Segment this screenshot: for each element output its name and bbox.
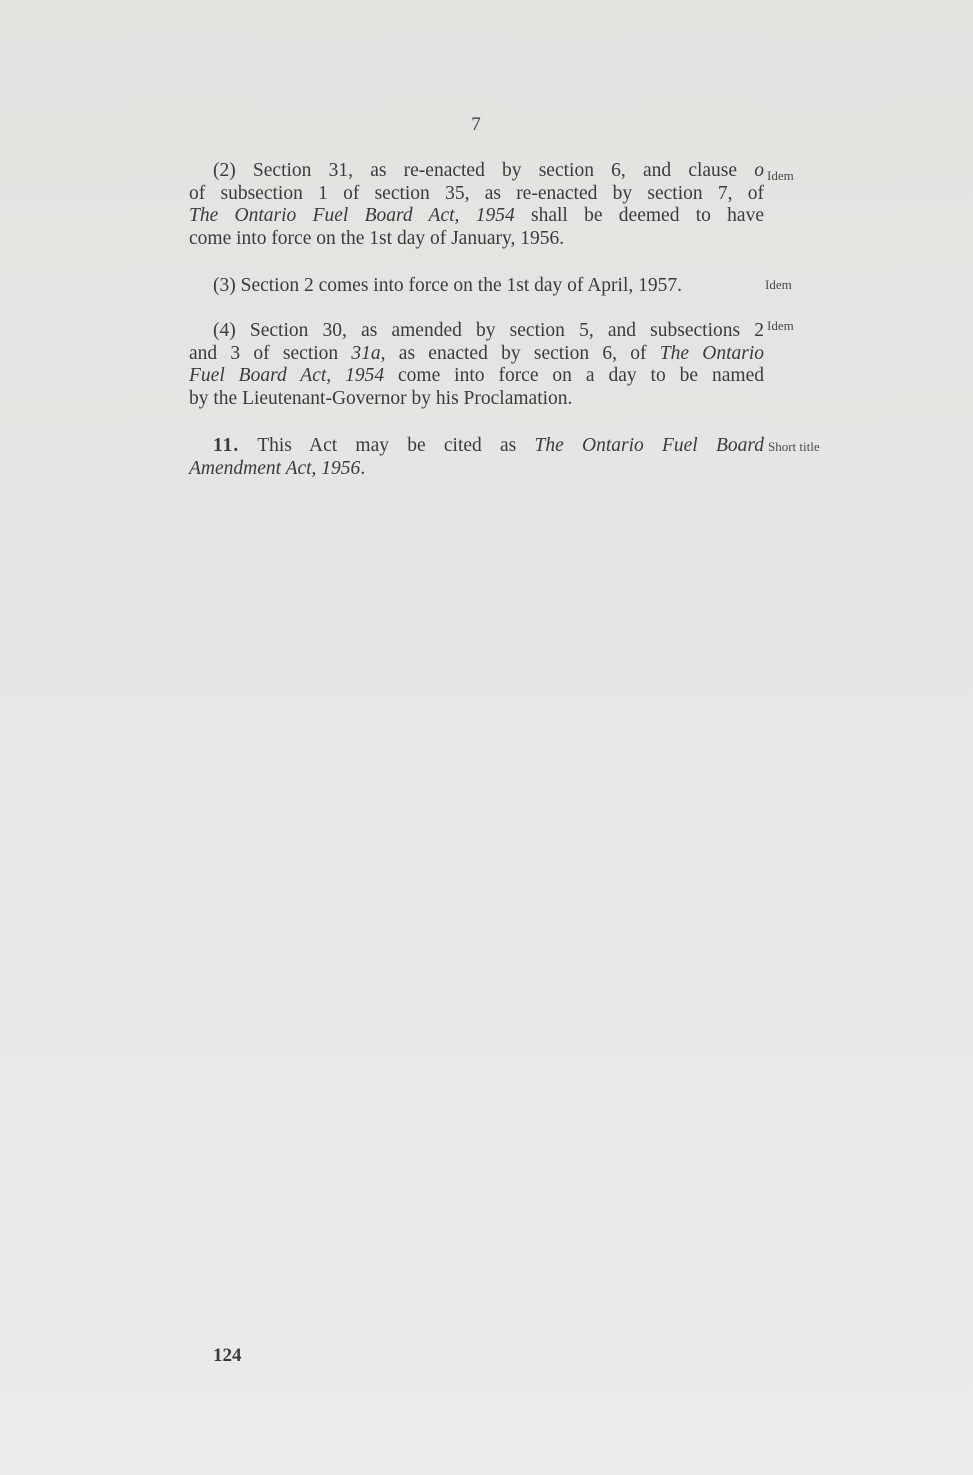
section-11 bbox=[189, 435, 764, 480]
para-2-line-3 bbox=[189, 205, 764, 228]
text-run-italic: Fuel Board Act, 1954 bbox=[189, 365, 385, 386]
text-run: . bbox=[360, 457, 366, 479]
text-run-italic: The Ontario bbox=[659, 342, 764, 364]
text-run: , as enacted by section 6, of bbox=[380, 342, 660, 364]
para-3-line-1 bbox=[189, 275, 764, 298]
text-run: (3) Section 2 comes into force on the 1st day of April, 1957. bbox=[213, 275, 682, 296]
para-2-line-2 bbox=[189, 183, 764, 206]
text-run: come into force on a day to be named bbox=[384, 365, 764, 386]
text-run: This Act may be cited as bbox=[239, 435, 535, 456]
margin-note-idem-1: Idem bbox=[767, 168, 794, 183]
section-11-line-1 bbox=[189, 435, 764, 458]
margin-note-idem-2: Idem bbox=[765, 277, 792, 292]
text-run: shall be deemed to have bbox=[514, 205, 764, 226]
para-4-line-3 bbox=[189, 365, 764, 388]
para-4-line-1 bbox=[189, 320, 764, 343]
text-run: and 3 of section bbox=[189, 342, 352, 364]
margin-note-idem-3: Idem bbox=[767, 318, 794, 333]
text-run-italic: 31a bbox=[351, 342, 381, 364]
margin-note-short-title: Short title bbox=[768, 439, 820, 454]
text-run-italic: The Ontario Fuel Board Act, 1954 bbox=[189, 205, 515, 226]
paragraph-2 bbox=[189, 160, 764, 250]
para-2-line-1 bbox=[189, 160, 764, 183]
para-4-line-2 bbox=[189, 343, 764, 366]
text-run-italic: o bbox=[754, 160, 764, 181]
text-run: by the Lieutenant-Governor by his Proclamation. bbox=[189, 387, 573, 409]
paragraph-4 bbox=[189, 320, 764, 410]
paragraph-3 bbox=[189, 275, 764, 298]
page-number-top: 7 bbox=[471, 114, 481, 135]
text-run: of subsection 1 of section 35, as re-enacted by section 7, of bbox=[189, 182, 764, 204]
para-4-line-4 bbox=[189, 388, 764, 411]
text-run-italic: The Ontario Fuel Board bbox=[534, 435, 764, 456]
para-2-line-4 bbox=[189, 228, 764, 251]
section-number: 11. bbox=[213, 435, 240, 456]
text-run: (2) Section 31, as re-enacted by section 6, and clause bbox=[213, 160, 755, 181]
text-run: come into force on the 1st day of January, 1956. bbox=[189, 227, 565, 249]
page-number-bottom: 124 bbox=[213, 1345, 242, 1366]
text-run: (4) Section 30, as amended by section 5, and subsections 2 bbox=[213, 320, 764, 341]
section-11-line-2 bbox=[189, 458, 764, 481]
text-run-italic: Amendment Act, 1956 bbox=[189, 457, 361, 479]
